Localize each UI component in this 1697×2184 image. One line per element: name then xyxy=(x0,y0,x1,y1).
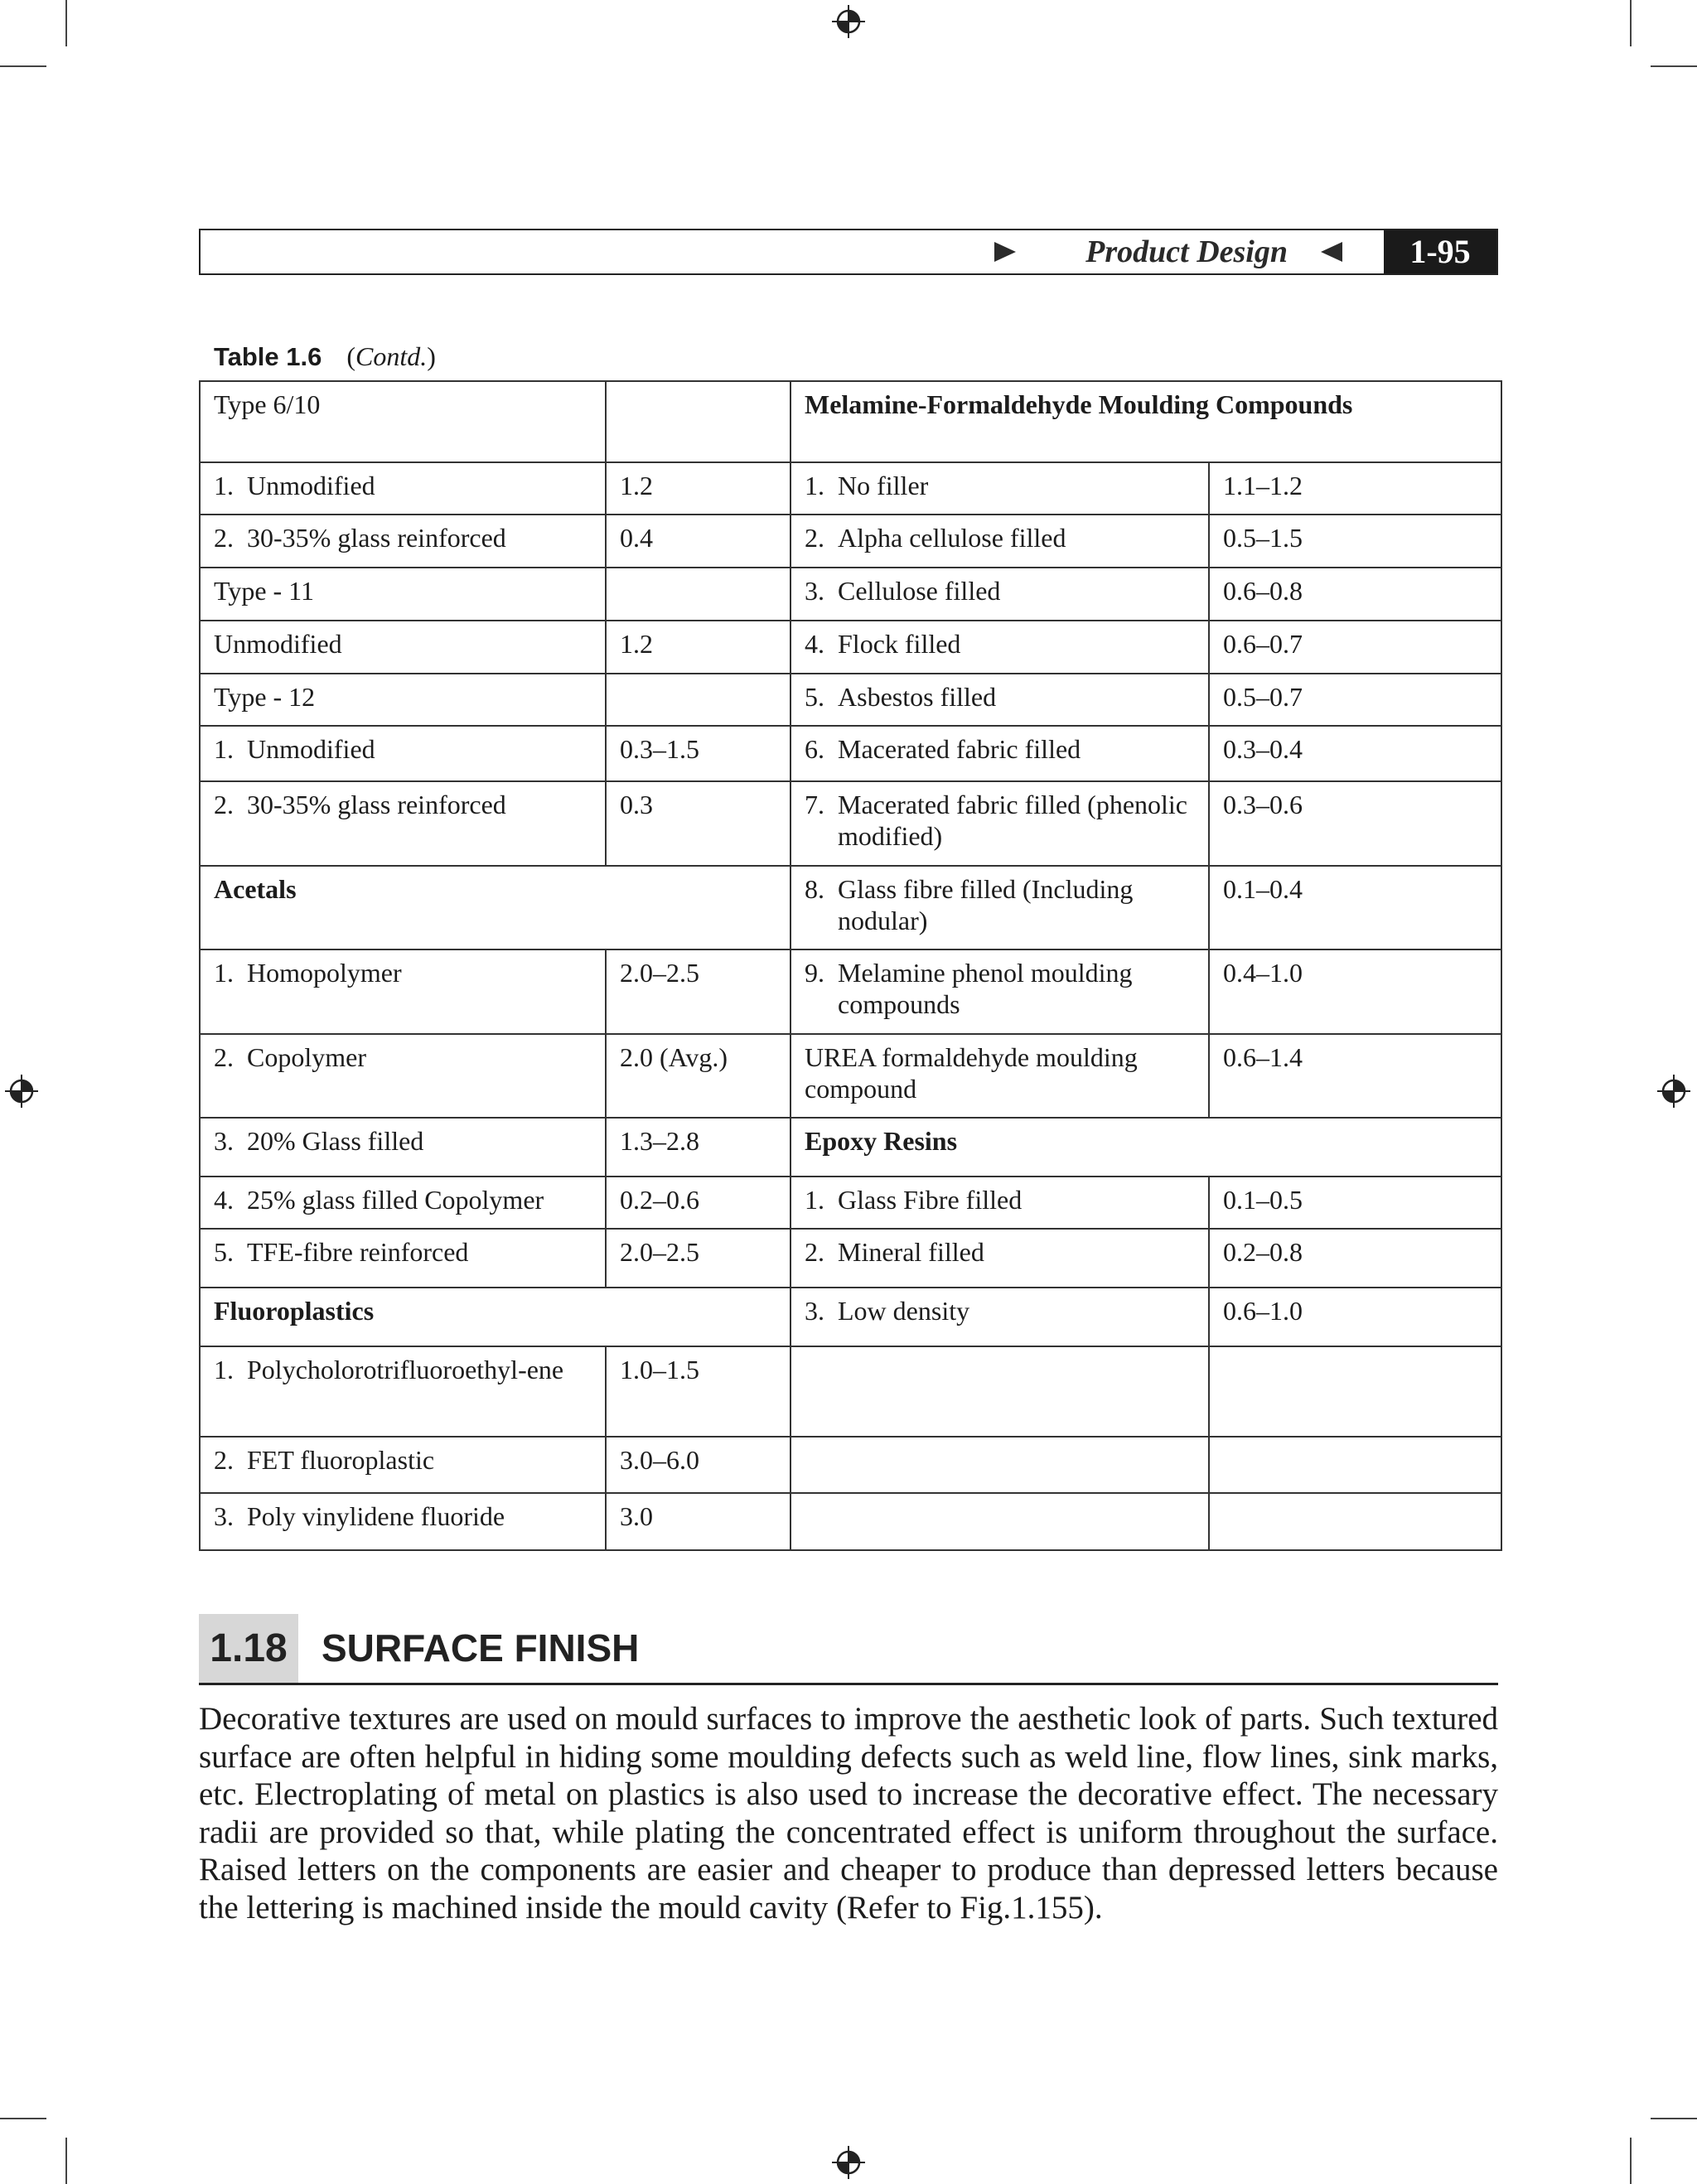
table-cell: 0.5–1.5 xyxy=(1209,515,1501,568)
crop-mark-top-left-h xyxy=(0,65,46,67)
data-table xyxy=(199,380,1502,1551)
table-cell: 0.3–1.5 xyxy=(606,726,790,781)
table-cell: 1.2 xyxy=(606,621,790,674)
table-cell: 5. TFE-fibre reinforced xyxy=(200,1229,606,1288)
table-cell: Unmodified xyxy=(200,621,606,674)
table-cell: 7. Macerated fabric filled (phenolic modified) xyxy=(790,781,1209,866)
table-cell: UREA formaldehyde moulding compound xyxy=(790,1034,1209,1118)
table-cell: 0.2–0.6 xyxy=(606,1177,790,1229)
crop-mark-bottom-left-h xyxy=(0,2118,46,2119)
body-paragraph: Decorative textures are used on mould surfaces to improve the aesthetic look of parts. Such textured surface are often helpful in hiding some moulding defects such as weld line, flow lines, sink marks, etc. Electroplating of metal on plastics is also used to increase the decorative effect. The necessary radii are provided so that, while plating the concentrated effect is uniform throughout the surface. Raised letters on the components are easier and cheaper to produce than depressed letters because the lettering is machined inside the mould cavity (Refer to Fig.1.155). xyxy=(199,1701,1498,1925)
table-row xyxy=(200,1288,1501,1346)
table-cell xyxy=(1209,1493,1501,1550)
table-cell xyxy=(1209,1346,1501,1437)
table-cell: 0.3–0.6 xyxy=(1209,781,1501,866)
table-cell xyxy=(790,1437,1209,1493)
table-cell: 2.0–2.5 xyxy=(606,949,790,1034)
arrow-right-icon xyxy=(994,242,1016,262)
table-cell: 1.3–2.8 xyxy=(606,1118,790,1177)
table-row xyxy=(200,515,1501,568)
table-cell: 1.0–1.5 xyxy=(606,1346,790,1437)
table-cell: 1.2 xyxy=(606,462,790,515)
table-cell: 3.0 xyxy=(606,1493,790,1550)
table-cell: 1. Glass Fibre filled xyxy=(790,1177,1209,1229)
table-cell: 3. Cellulose filled xyxy=(790,568,1209,621)
crop-mark-bottom-right-v xyxy=(1630,2138,1632,2184)
table-cell: 4. 25% glass filled Copolymer xyxy=(200,1177,606,1229)
table-cell: Type - 11 xyxy=(200,568,606,621)
table-cell: 0.2–0.8 xyxy=(1209,1229,1501,1288)
registration-mark-icon xyxy=(1657,1075,1690,1108)
table-row xyxy=(200,381,1501,462)
table-row xyxy=(200,568,1501,621)
table-cell: 0.3 xyxy=(606,781,790,866)
table-cell: 1. Unmodified xyxy=(200,462,606,515)
table-cell: 5. Asbestos filled xyxy=(790,674,1209,726)
table-cell xyxy=(790,1346,1209,1437)
table-cell: 3.0–6.0 xyxy=(606,1437,790,1493)
table-cell: 2. Copolymer xyxy=(200,1034,606,1118)
table-cell: 0.4–1.0 xyxy=(1209,949,1501,1034)
crop-mark-top-right-v xyxy=(1630,0,1632,46)
table-cell xyxy=(1209,1437,1501,1493)
table-cell: 1. Unmodified xyxy=(200,726,606,781)
table-cell: 0.5–0.7 xyxy=(1209,674,1501,726)
table-cell: 3. Poly vinylidene fluoride xyxy=(200,1493,606,1550)
table-row xyxy=(200,949,1501,1034)
table-cell xyxy=(606,674,790,726)
table-cell: Type - 12 xyxy=(200,674,606,726)
table-cell: 2. Mineral filled xyxy=(790,1229,1209,1288)
table-cell: 1. Polycholorotrifluoroethyl-ene xyxy=(200,1346,606,1437)
table-row xyxy=(200,1346,1501,1437)
table-cell xyxy=(790,1493,1209,1550)
table-row xyxy=(200,621,1501,674)
table-cell: 1.1–1.2 xyxy=(1209,462,1501,515)
registration-mark-icon xyxy=(5,1075,38,1108)
table-row xyxy=(200,1437,1501,1493)
table-cell: 3. 20% Glass filled xyxy=(200,1118,606,1177)
table-group-heading: Melamine-Formaldehyde Moulding Compounds xyxy=(790,381,1501,462)
table-cell xyxy=(606,381,790,462)
table-cell: 2. 30-35% glass reinforced xyxy=(200,515,606,568)
table-row xyxy=(200,726,1501,781)
table-group-heading: Fluoroplastics xyxy=(200,1288,790,1346)
crop-mark-bottom-left-v xyxy=(65,2138,67,2184)
table-cell: 8. Glass fibre filled (Including nodular) xyxy=(790,866,1209,949)
table-row xyxy=(200,866,1501,949)
table-row xyxy=(200,1229,1501,1288)
table-row xyxy=(200,1034,1501,1118)
crop-mark-top-right-h xyxy=(1651,65,1697,67)
table-caption xyxy=(214,338,436,374)
header-title: Product Design xyxy=(1085,234,1288,269)
table-cell: 4. Flock filled xyxy=(790,621,1209,674)
section-heading xyxy=(199,1614,1498,1685)
table-cell: 0.6–0.8 xyxy=(1209,568,1501,621)
table-cell: 3. Low density xyxy=(790,1288,1209,1346)
table-cell xyxy=(606,568,790,621)
table-row xyxy=(200,1177,1501,1229)
table-cell: 0.4 xyxy=(606,515,790,568)
table-cell: 0.6–0.7 xyxy=(1209,621,1501,674)
table-cell: 0.6–1.0 xyxy=(1209,1288,1501,1346)
registration-mark-icon xyxy=(832,2146,865,2179)
table-cell: 6. Macerated fabric filled xyxy=(790,726,1209,781)
arrow-left-icon xyxy=(1321,242,1342,262)
table-cell: 0.1–0.4 xyxy=(1209,866,1501,949)
table-cell: 9. Melamine phenol moulding compounds xyxy=(790,949,1209,1034)
table-row xyxy=(200,781,1501,866)
table-cell: 2. 30-35% glass reinforced xyxy=(200,781,606,866)
table-cell: 0.3–0.4 xyxy=(1209,726,1501,781)
table-cell: 2. FET fluoroplastic xyxy=(200,1437,606,1493)
table-cell: 1. Homopolymer xyxy=(200,949,606,1034)
table-cell: Type 6/10 xyxy=(200,381,606,462)
crop-mark-bottom-right-h xyxy=(1651,2118,1697,2119)
table-group-heading: Acetals xyxy=(200,866,790,949)
table-cell: 2.0–2.5 xyxy=(606,1229,790,1288)
table-cell: 0.6–1.4 xyxy=(1209,1034,1501,1118)
table-row xyxy=(200,1493,1501,1550)
table-contd: (Contd.) xyxy=(346,341,436,371)
table-number: Table 1.6 xyxy=(214,342,322,371)
table-cell: 0.1–0.5 xyxy=(1209,1177,1501,1229)
table-cell: 2. Alpha cellulose filled xyxy=(790,515,1209,568)
table-row xyxy=(200,462,1501,515)
section-title: SURFACE FINISH xyxy=(322,1626,640,1669)
section-number: 1.18 xyxy=(199,1614,298,1683)
page-number: 1-95 xyxy=(1384,230,1496,273)
table-row xyxy=(200,1118,1501,1177)
crop-mark-top-left-v xyxy=(65,0,67,46)
table-group-heading: Epoxy Resins xyxy=(790,1118,1501,1177)
registration-mark-icon xyxy=(832,5,865,38)
table-cell: 1. No filler xyxy=(790,462,1209,515)
running-header xyxy=(199,229,1498,275)
table-row xyxy=(200,674,1501,726)
table-cell: 2.0 (Avg.) xyxy=(606,1034,790,1118)
